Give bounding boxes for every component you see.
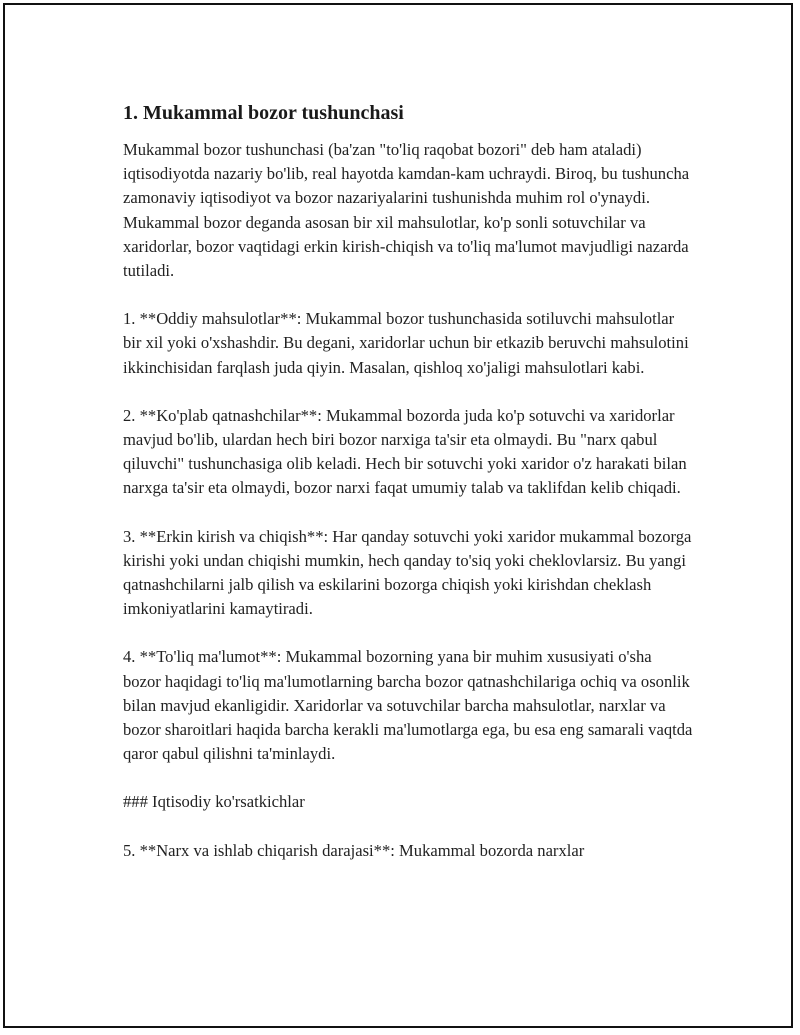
paragraph-narx-ishlab-chiqarish: 5. **Narx va ishlab chiqarish darajasi**: Mukammal bozorda narxlar [123,840,585,860]
intro-paragraph: Mukammal bozor tushunchasi (ba'zan "to'liq raqobat bozori" deb ham ataladi) iqtisodiyotda nazariy bo'lib, real hayotda kamdan-kam uchraydi. Biroq, bu tushuncha zamonaviy iqtisodiyot va bozor nazariyalarini tushunishda muhim rol o'ynaydi. Mukammal bozor deganda asosan bir xil mahsulotlar, ko'p sonli sotuvchilar va xaridorlar, bozor vaqtidagi erkin kirish-chiqish va to'liq ma'lumot mavjudligi nazarda tutiladi. [123,140,690,281]
section-heading: 1. Mukammal bozor tushunchasi [123,102,404,124]
paragraph-erkin-kirish: 3. **Erkin kirish va chiqish**: Har qanday sotuvchi yoki xaridor mukammal bozorga kirishi yoki undan chiqishi mumkin, hech qanday to'siq yoki cheklovlarsiz. Bu yangi qatnashchilarni jalb qilish va eskilarini bozorga chiqish yoki kirishdan cheklash imkoniyatlarini kamaytiradi. [123,526,692,619]
paragraph-toliq-malumot: 4. **To'liq ma'lumot**: Mukammal bozorning yana bir muhim xususiyati o'sha bozor haqidagi to'liq ma'lumotlarning barcha bozor qatnashchilariga ochiq va osonlik bilan mavjud ekanligidir. Xaridorlar va sotuvchilar barcha mahsulotlar, narxlar va bozor sharoitlari haqida barcha kerakli ma'lumotlarga ega, bu esa eng samarali vaqtda qaror qabul qilishni ta'minlaydi. [123,647,693,764]
page-frame [3,3,793,1028]
document-page [123,100,693,887]
subheading-iqtisodiy-korsatkichlar: ### Iqtisodiy ko'rsatkichlar [123,792,305,812]
paragraph-oddiy-mahsulotlar: 1. **Oddiy mahsulotlar**: Mukammal bozor tushunchasida sotiluvchi mahsulotlar bir xil yoki o'xshashdir. Bu degani, xaridorlar uchun bir etkazib beruvchi mahsulotini ikkinchisidan farqlash juda qiyin. Masalan, qishloq xo'jaligi mahsulotlari kabi. [123,309,689,377]
paragraph-koplab-qatnashchilar: 2. **Ko'plab qatnashchilar**: Mukammal bozorda juda ko'p sotuvchi va xaridorlar mavjud bo'lib, ulardan hech biri bozor narxiga ta'sir eta olmaydi. Bu "narx qabul qiluvchi" tushunchasiga olib keladi. Hech bir sotuvchi yoki xaridor o'z harakati bilan narxga ta'sir eta olmaydi, bozor narxi faqat umumiy talab va taklifdan kelib chiqadi. [123,405,687,498]
